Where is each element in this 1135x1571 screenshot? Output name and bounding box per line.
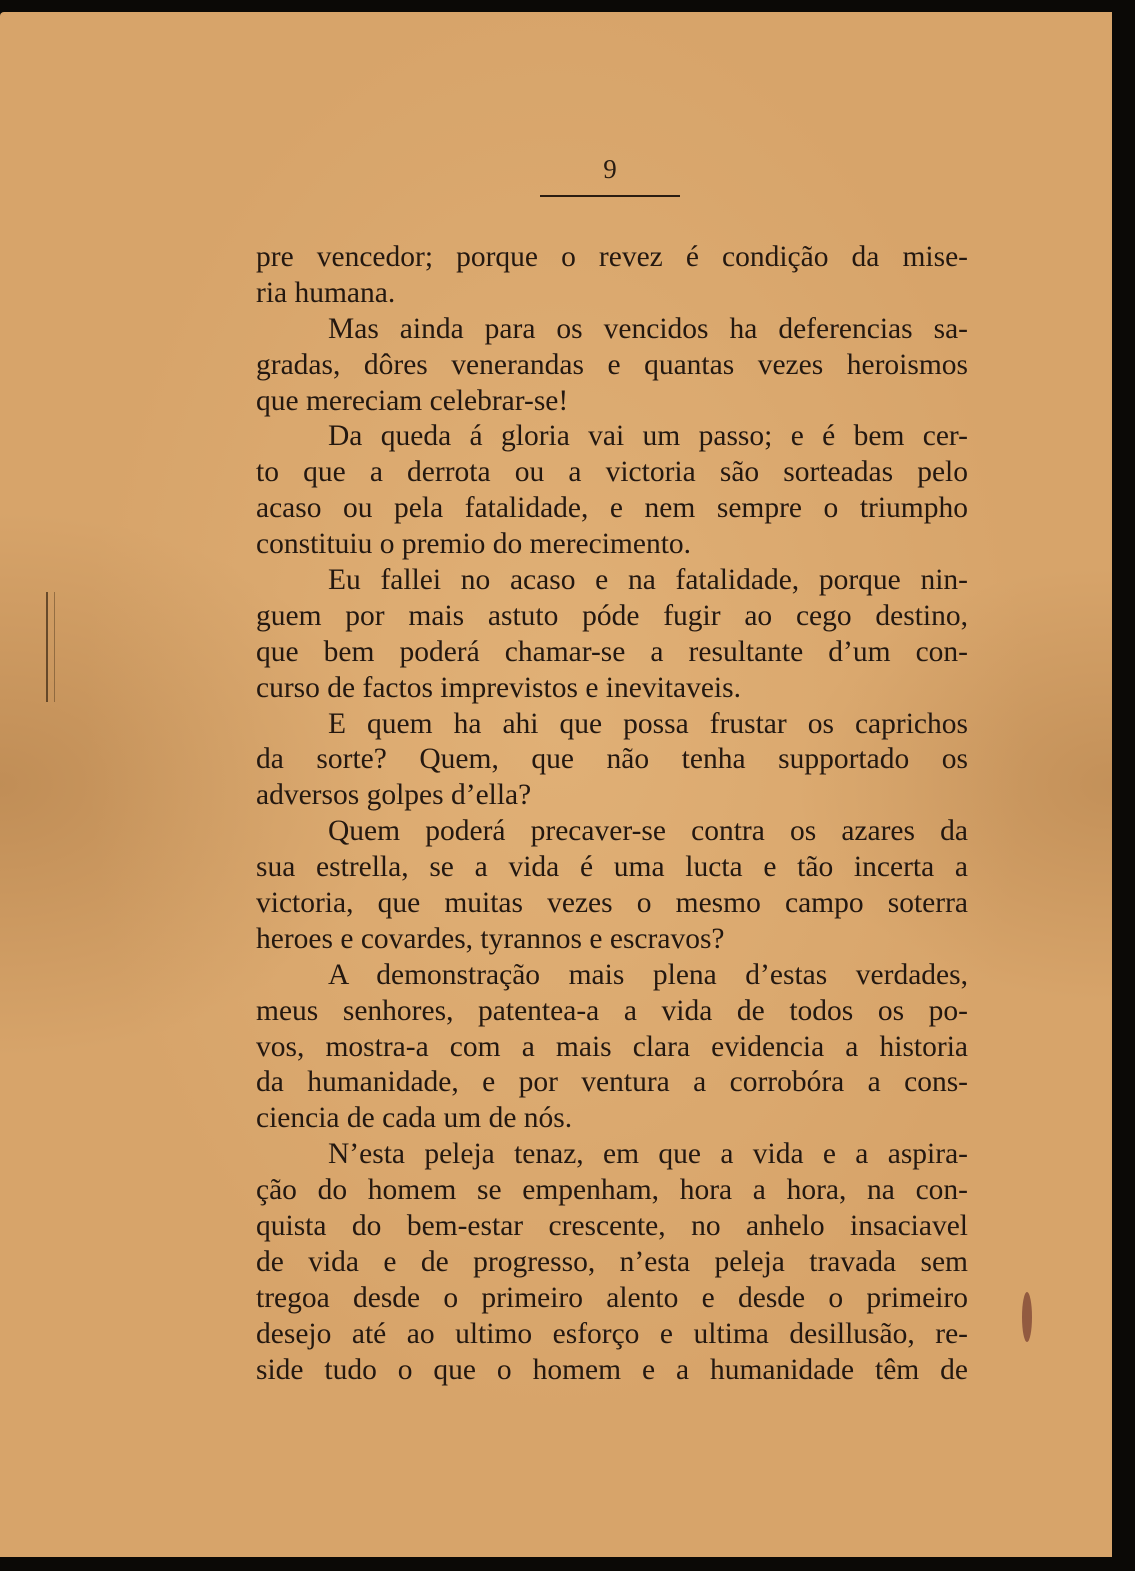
text-line: victoria, que muitas vezes o mesmo campo soterra — [256, 887, 968, 920]
text-line: constituiu o premio do merecimento. — [256, 528, 692, 561]
text-line: que mereciam celebrar-se! — [256, 384, 569, 417]
text-line: adversos golpes d’ella? — [256, 779, 532, 812]
text-line: Da queda á gloria vai um passo; e é bem cer- — [328, 420, 968, 453]
text-line: da humanidade, e por ventura a corrobóra a cons- — [256, 1066, 968, 1099]
text-line: N’esta peleja tenaz, em que a vida e a aspira- — [328, 1138, 968, 1171]
text-line: gradas, dôres venerandas e quantas vezes heroismos — [256, 348, 968, 381]
text-line: ção do homem se empenham, hora a hora, na con- — [256, 1174, 968, 1207]
text-line: sua estrella, se a vida é uma lucta e tão incerta a — [256, 851, 968, 884]
text-line: heroes e covardes, tyrannos e escravos? — [256, 922, 725, 955]
text-line: Quem poderá precaver-se contra os azares da — [328, 815, 968, 848]
text-line: de vida e de progresso, n’esta peleja travada sem — [256, 1245, 968, 1278]
text-line: ria humana. — [256, 276, 396, 309]
paper-stain — [1022, 1292, 1032, 1342]
binding-mark — [46, 592, 55, 702]
text-line: side tudo o que o homem e a humanidade têm de — [256, 1353, 968, 1386]
text-line: tregoa desde o primeiro alento e desde o primeiro — [256, 1281, 968, 1314]
text-line: A demonstração mais plena d’estas verdades, — [328, 958, 968, 991]
page-number-rule — [540, 195, 680, 197]
text-line: meus senhores, patentea-a a vida de todos os po- — [256, 994, 968, 1027]
text-line: da sorte? Quem, que não tenha supportado os — [256, 743, 968, 776]
text-line: desejo até ao ultimo esforço e ultima desillusão, re- — [256, 1317, 968, 1350]
text-line: ciencia de cada um de nós. — [256, 1102, 573, 1135]
text-line: to que a derrota ou a victoria são sorteadas pelo — [256, 456, 968, 489]
text-line: que bem poderá chamar-se a resultante d’um con- — [256, 635, 968, 668]
text-line: pre vencedor; porque o revez é condição da mise- — [256, 241, 968, 273]
text-line: quista do bem-estar crescente, no anhelo insaciavel — [256, 1210, 968, 1243]
text-line: E quem ha ahi que possa frustar os caprichos — [328, 707, 968, 740]
text-line: Eu fallei no acaso e na fatalidade, porque nin- — [328, 564, 968, 597]
text-line: guem por mais astuto póde fugir ao cego destino, — [256, 599, 968, 632]
text-line: curso de factos imprevistos e inevitaveis. — [256, 671, 741, 704]
book-page — [0, 12, 1112, 1557]
text-line: acaso ou pela fatalidade, e nem sempre o triumpho — [256, 492, 968, 525]
text-line: Mas ainda para os vencidos ha deferencias sa- — [328, 312, 968, 345]
text-line: vos, mostra-a com a mais clara evidencia a historia — [256, 1030, 968, 1063]
page-number: 9 — [603, 154, 617, 184]
body-text — [256, 240, 968, 1389]
